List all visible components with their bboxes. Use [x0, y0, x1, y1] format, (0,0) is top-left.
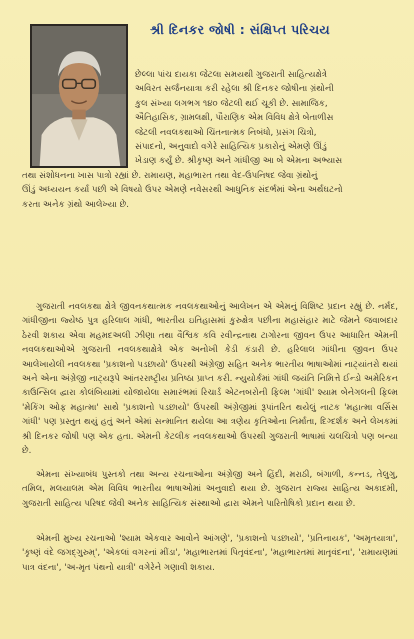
bio-line: ઊંડું અધ્યયન કર્યા પછી એ વિષયો ઉપર એમણે નવેસરથી આધુનિક સંદર્ભમાં એના અર્થઘટનો [22, 185, 343, 196]
bio-line: ઐતિહાસિક, ગ્રામલક્ષી, પૌરાણિક એમ વિવિધ ક્ષેત્રે બેતાળીસ [135, 113, 334, 124]
bio-paragraph-translations [22, 468, 398, 511]
bio-line: જેટલી નવલકથાઓ ચિંતનાત્મક નિબંધો, પ્રસંગ ચિત્રો, [135, 127, 317, 138]
bio-paragraph-translations-text: એમના સંખ્યાબંધ પુસ્તકો તથા અન્ય રચનાઓના અંગ્રેજી અને હિંદી, મરાઠી, બંગાળી, કન્નડ, તેલુગુ, તમિલ, મલયાલમ એમ વિવિધ ભારતીય ભાષાઓમાં અનુવાદો થયા છે. ગુજરાત રાજ્ય સાહિત્ય અકાદમી, ગુજરાતી સાહિત્ય પરિષદ જેવી અનેક સાહિત્યિક સંસ્થાઓ દ્વારા એમને પારિતોષિકો પ્રદાન થયા છે. [22, 470, 398, 509]
bio-line: કરતા અનેક ગ્રંથો આલેખ્યા છે. [22, 199, 129, 210]
bio-line: સંપાદનો, અનુવાદો વગેરે સાહિત્યિક પ્રકારોનું એમણે ઊંડું [135, 142, 327, 153]
bio-paragraph-works [22, 532, 398, 575]
bio-line: અવિરત સર્જનયાત્રા કરી રહેલા શ્રી દિનકર જોષીના ગ્રંથોની [135, 84, 334, 95]
bio-paragraph-works-text: એમની મુખ્ય રચનાઓ 'શ્યામ એકવાર આવોને આંગણે', 'પ્રકાશનો પડછાયો', 'પ્રતિનાયક', 'અમૃતયાત્રા', 'કૃષ્ણં વંદે જગદ્‌ગુરુમ્', 'એકલાં વગરનાં મીંડા', 'મહાભારતમાં પિતૃવંદના', 'મહાભારતમાં માતૃવંદના', 'રામાયણમાં પાત્ર વંદના', 'અ-મૃત પંથનો યાત્રી' વગેરેને ગણાવી શકાય. [22, 534, 398, 573]
bio-paragraph-novels [22, 300, 398, 458]
bio-paragraph-intro [22, 68, 398, 212]
bio-line: ખેડાણ કર્યું છે. શ્રીકૃષ્ણ અને ગાંધીજી આ બે એમના અભ્યાસ [135, 156, 343, 167]
bio-line: કુલ સંખ્યા લગભગ ૧૪૦ જેટલી થઈ ચૂકી છે. સામાજિક, [135, 98, 328, 109]
bio-line: તથા સંશોધનના ખાસ પાત્રો રહ્યાં છે. રામાયણ, મહાભારત તથા વેદ-ઉપનિષદ જેવા ગ્રંથોનું [22, 170, 318, 181]
page-title: શ્રી દિનકર જોષી : સંક્ષિપ્ત પરિચય [150, 22, 330, 37]
bio-paragraph-novels-text: ગુજરાતી નવલકથા ક્ષેત્રે જીવનકથાત્મક નવલકથાઓનું આલેખન એ એમનું વિશિષ્ટ પ્રદાન રહ્યું છે. નર્મદ, ગાંધીજીના જ્યેષ્ઠ પુત્ર હરિલાલ ગાંધી, ભારતીય ઇતિહાસમાં કુરુક્ષેત્ર પછીના મહાસંહાર માટે જેમને જવાબદાર ઠેરવી શકાય એવા મહમદઅલી ઝીણા તથા વૈશ્વિક કવિ રવીન્દ્રનાથ ટાગોરના જીવન ઉપર આધારિત એમની નવલકથાઓએ ગુજરાતી નવલકથાક્ષેત્રે એક અનોખી કેડી કંડારી છે. હરિલાલ ગાંધીના જીવન ઉપર આલેખાયેલી નવલકથા 'પ્રકાશનો પડછાયો' ઉપરથી અંગ્રેજી સહિત અનેક ભારતીય ભાષાઓમાં નાટ્યાંતરો થયાં અને એના અંગ્રેજી નાટ્યરૂપે આંતરરાષ્ટ્રીય પ્રતિષ્ઠા પ્રાપ્ત કરી. ન્યુયોર્કમાં ગાંધી જયંતિ નિમિત્તે ઈન્ડો અમેરિકન કાઉન્સિલ દ્વારા કોલંબિયામાં યોજાયેલા સમારંભમાં રિચાર્ડ એટનબરોની ફિલ્મ 'ગાંધી' શ્યામ બેનેગલની ફિલ્મ 'મેકિંગ ઓફ મહાત્મા' સાથે 'પ્રકાશનો પડછાયો' ઉપરથી અંગ્રેજીમાં રૂપાંતરિત થયેલું નાટક 'મહાત્મા વર્સિસ ગાંધી' પણ પ્રસ્તુત થયું હતું અને એમાં સન્માનિત થયેલા આ ત્રણેય કૃતિઓના નિર્માતા, દિગ્દર્શક અને લેખકમાં શ્રી દિનકર જોષી પણ એક હતા. એમની કેટલીક નવલકથાઓ ઉપરથી ગુજરાતી ભાષામાં ચલચિત્રો પણ બન્યા છે. [22, 302, 398, 457]
bio-line: છેલ્લા પાંચ દાયકા જેટલા સમયથી ગુજરાતી સાહિત્યક્ષેત્રે [135, 70, 328, 80]
